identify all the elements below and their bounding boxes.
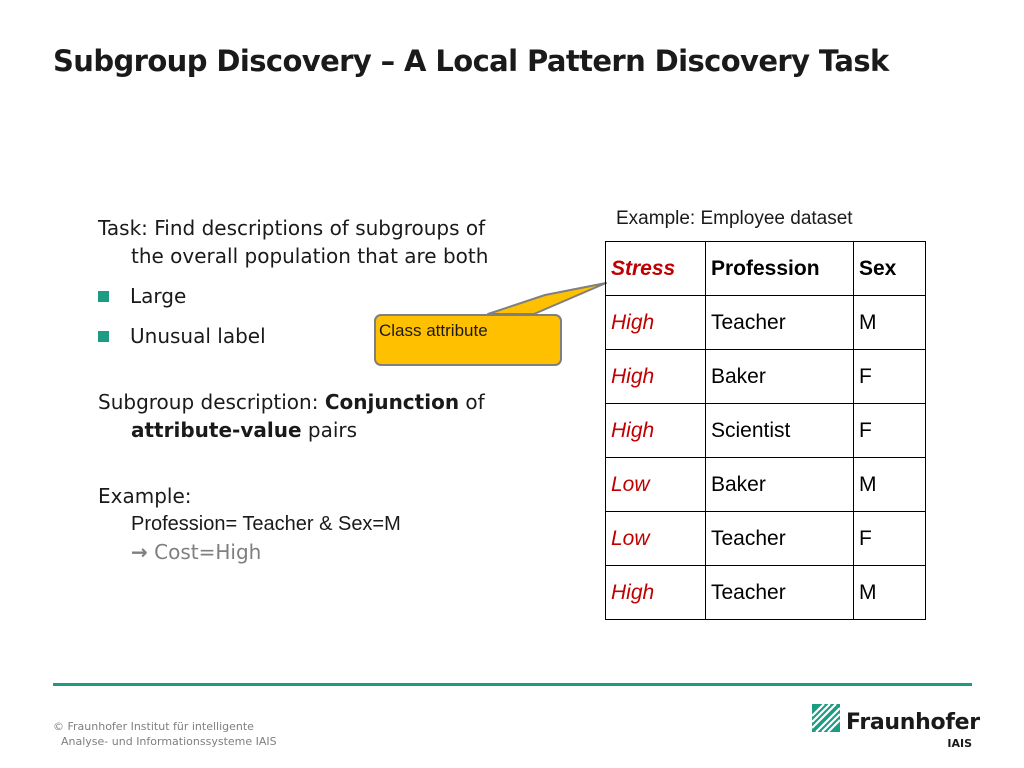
logo-subtitle: IAIS	[947, 737, 972, 750]
cell-sex: F	[854, 404, 926, 458]
cell-sex: F	[854, 512, 926, 566]
example-result-line	[98, 538, 578, 566]
table-row	[606, 350, 926, 404]
table-row	[606, 458, 926, 512]
cell-stress: High	[606, 296, 706, 350]
footer-divider	[53, 683, 972, 686]
cell-stress: High	[606, 404, 706, 458]
header-sex: Sex	[854, 242, 926, 296]
table-row	[606, 512, 926, 566]
square-bullet-icon	[98, 331, 109, 342]
fraunhofer-mark-icon	[812, 704, 840, 732]
footer-line-1: © Fraunhofer Institut für intelligente	[53, 720, 254, 733]
cell-profession: Baker	[706, 350, 854, 404]
fraunhofer-logo	[812, 704, 980, 754]
table-row	[606, 404, 926, 458]
conjunction-term: Conjunction	[324, 390, 460, 414]
slide-body	[98, 214, 578, 566]
cell-stress: Low	[606, 512, 706, 566]
cell-profession: Teacher	[706, 296, 854, 350]
cell-stress: High	[606, 566, 706, 620]
cell-sex: M	[854, 296, 926, 350]
footer-copyright	[53, 719, 277, 749]
square-bullet-icon	[98, 291, 109, 302]
table-header-row	[606, 242, 926, 296]
subgroup-suffix: pairs	[301, 418, 358, 442]
slide-title: Subgroup Discovery – A Local Pattern Discovery Task	[53, 44, 889, 78]
right-arrow-icon: →	[131, 540, 148, 564]
subgroup-mid: of	[459, 390, 485, 414]
example-rule: Profession= Teacher & Sex=M	[131, 513, 401, 535]
cell-sex: M	[854, 566, 926, 620]
table-row	[606, 296, 926, 350]
cell-profession: Scientist	[706, 404, 854, 458]
attribute-value-term: attribute-value	[131, 418, 302, 442]
example-result: Cost=High	[154, 540, 262, 564]
bullet-label: Large	[130, 284, 187, 308]
employee-table	[605, 241, 926, 620]
bullet-label: Unusual label	[130, 324, 266, 348]
task-line-1: Task: Find descriptions of subgroups of	[98, 216, 486, 240]
table-caption: Example: Employee dataset	[616, 208, 853, 229]
footer-line-2: Analyse- und Informationssysteme IAIS	[61, 735, 277, 748]
cell-stress: Low	[606, 458, 706, 512]
cell-sex: M	[854, 458, 926, 512]
subgroup-prefix: Subgroup description:	[98, 390, 325, 414]
subgroup-description-line-2	[98, 416, 578, 444]
cell-profession: Teacher	[706, 566, 854, 620]
header-profession: Profession	[706, 242, 854, 296]
cell-sex: F	[854, 350, 926, 404]
example-label: Example:	[98, 484, 192, 508]
logo-wordmark: Fraunhofer	[846, 710, 980, 735]
cell-profession: Teacher	[706, 512, 854, 566]
callout-label: Class attribute	[379, 321, 488, 340]
task-line-2: the overall population that are both	[131, 244, 489, 268]
table-row	[606, 566, 926, 620]
cell-profession: Baker	[706, 458, 854, 512]
header-stress: Stress	[606, 242, 706, 296]
subgroup-description-line-1	[98, 388, 578, 416]
cell-stress: High	[606, 350, 706, 404]
